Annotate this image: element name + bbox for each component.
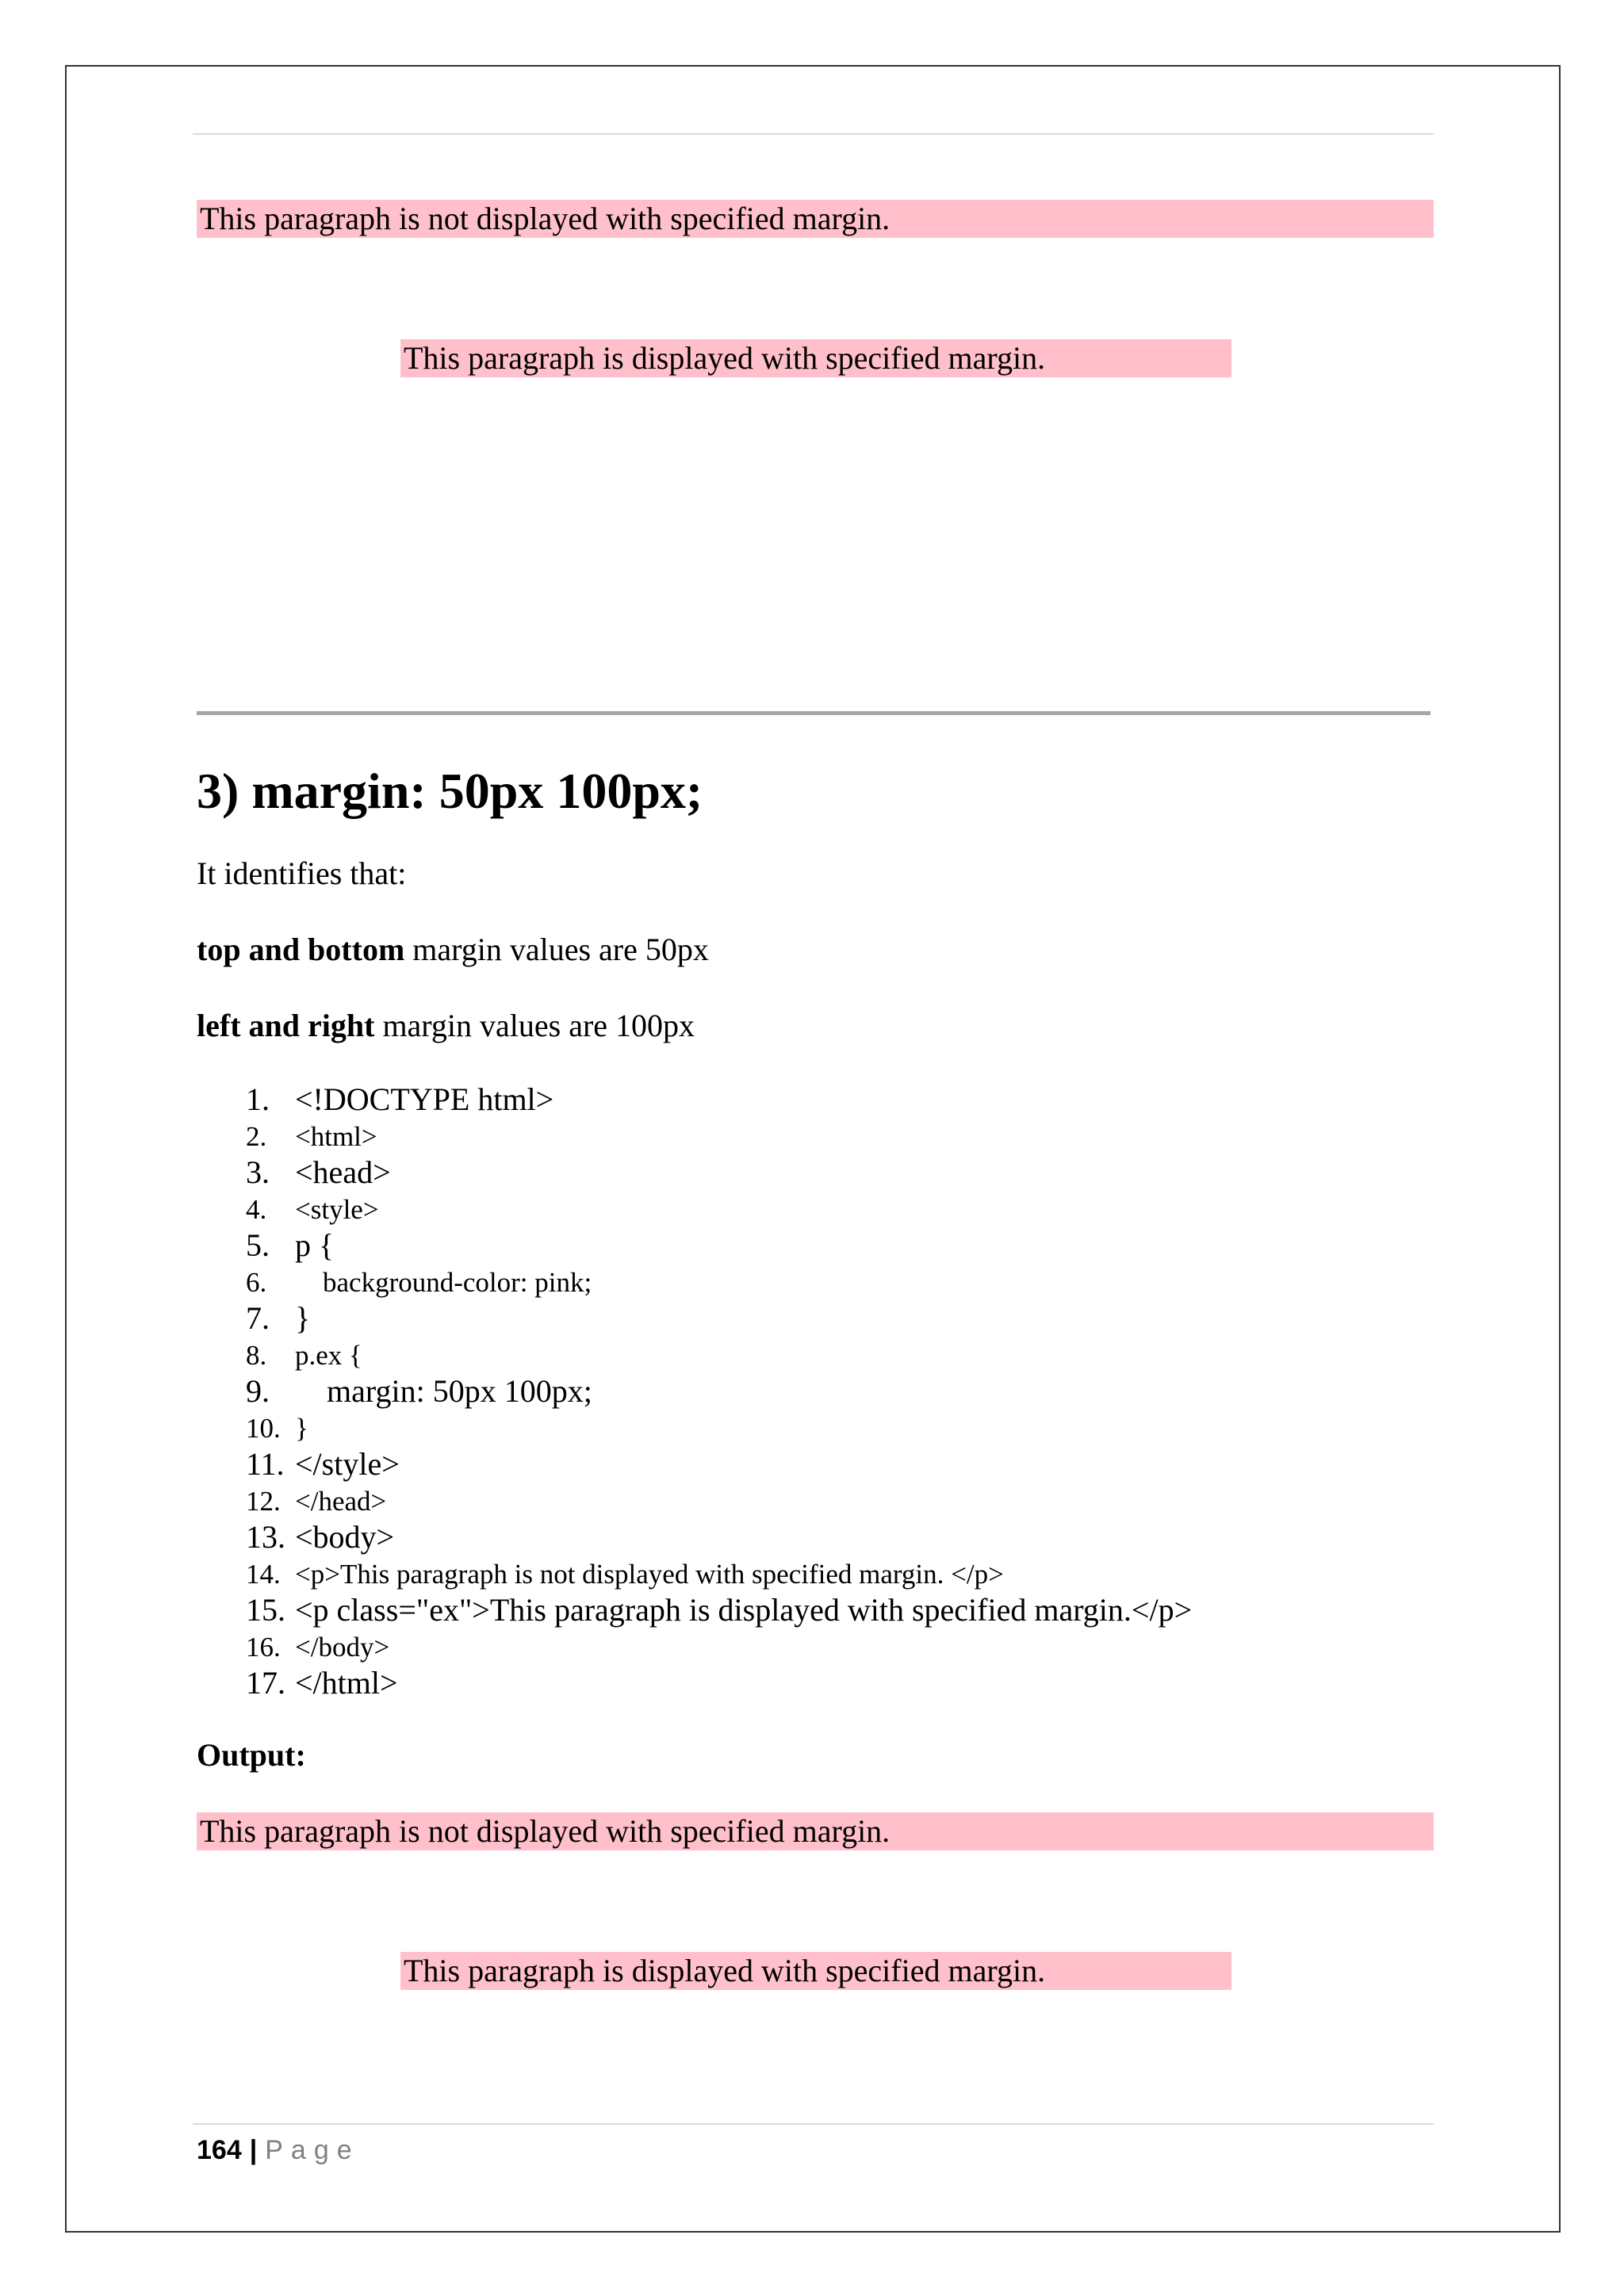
top-bottom-rest: margin values are 50px bbox=[404, 932, 709, 967]
output-paragraph-plain: This paragraph is not displayed with specified margin. bbox=[197, 1812, 1434, 1850]
code-line-text: p { bbox=[295, 1227, 335, 1263]
code-line-number: 17. bbox=[246, 1665, 285, 1701]
code-line-number: 14. bbox=[246, 1559, 281, 1590]
code-line-text: <p>This paragraph is not displayed with specified margin. </p> bbox=[295, 1559, 1004, 1590]
left-right-rest: margin values are 100px bbox=[374, 1008, 695, 1043]
left-right-line bbox=[197, 1007, 695, 1045]
code-line bbox=[246, 1592, 1192, 1628]
code-line-text: </html> bbox=[295, 1665, 398, 1701]
section-divider bbox=[197, 711, 1431, 715]
code-line bbox=[246, 1227, 334, 1264]
code-line-text: <p class="ex">This paragraph is displayed with specified margin.</p> bbox=[295, 1592, 1193, 1628]
code-line-number: 1. bbox=[246, 1081, 270, 1117]
code-line-text: <html> bbox=[295, 1121, 377, 1152]
code-line-text: } bbox=[295, 1300, 311, 1336]
code-line-text: <style> bbox=[295, 1194, 379, 1225]
code-line bbox=[246, 1446, 400, 1483]
code-line bbox=[246, 1300, 310, 1337]
footer-separator: | bbox=[249, 2135, 258, 2165]
intro-text: It identifies that: bbox=[197, 855, 407, 891]
code-line-number: 10. bbox=[246, 1413, 281, 1444]
code-line-number: 2. bbox=[246, 1121, 267, 1152]
page-number: 164 bbox=[197, 2135, 242, 2165]
code-line-number: 6. bbox=[246, 1267, 267, 1298]
code-line bbox=[246, 1519, 394, 1556]
code-line bbox=[246, 1629, 389, 1666]
code-line-text: </style> bbox=[295, 1446, 400, 1482]
footer-rule bbox=[193, 2123, 1434, 2125]
section-heading: 3) margin: 50px 100px; bbox=[197, 763, 703, 819]
code-line bbox=[246, 1410, 308, 1447]
code-line bbox=[246, 1265, 592, 1301]
output-paragraph-margin: This paragraph is displayed with specified margin. bbox=[400, 339, 1231, 377]
code-line-number: 8. bbox=[246, 1340, 267, 1371]
top-bottom-bold: top and bottom bbox=[197, 932, 405, 967]
code-line bbox=[246, 1373, 592, 1410]
code-line bbox=[246, 1483, 386, 1520]
code-line bbox=[246, 1192, 379, 1228]
code-line-number: 11. bbox=[246, 1446, 285, 1482]
code-line-number: 9. bbox=[246, 1373, 270, 1409]
code-line-number: 4. bbox=[246, 1194, 267, 1225]
left-right-bold: left and right bbox=[197, 1008, 375, 1043]
code-line-text: <body> bbox=[295, 1519, 395, 1555]
output-paragraph-margin: This paragraph is displayed with specified margin. bbox=[400, 1952, 1231, 1990]
output-label: Output: bbox=[197, 1737, 306, 1773]
code-line bbox=[246, 1119, 377, 1155]
code-line-number: 16. bbox=[246, 1632, 281, 1663]
code-line-text: <!DOCTYPE html> bbox=[295, 1081, 554, 1117]
code-line-text: </head> bbox=[295, 1486, 387, 1517]
code-line-text: p.ex { bbox=[295, 1340, 362, 1371]
output-paragraph-plain: This paragraph is not displayed with specified margin. bbox=[197, 200, 1434, 238]
code-line bbox=[246, 1665, 398, 1701]
code-line-text: <head> bbox=[295, 1154, 391, 1190]
code-line-number: 15. bbox=[246, 1592, 285, 1628]
code-line-text: } bbox=[295, 1413, 308, 1444]
code-line bbox=[246, 1154, 391, 1191]
code-line bbox=[246, 1337, 362, 1374]
code-line bbox=[246, 1081, 553, 1118]
code-line bbox=[246, 1556, 1004, 1593]
header-rule bbox=[193, 133, 1434, 135]
code-line-text: </body> bbox=[295, 1632, 390, 1663]
page-footer bbox=[197, 2133, 360, 2168]
code-line-text: background-color: pink; bbox=[295, 1267, 592, 1298]
code-line-number: 7. bbox=[246, 1300, 270, 1336]
code-line-number: 3. bbox=[246, 1154, 270, 1190]
code-line-number: 5. bbox=[246, 1227, 270, 1263]
page-word: Page bbox=[265, 2135, 360, 2165]
top-bottom-line bbox=[197, 931, 709, 969]
code-line-number: 12. bbox=[246, 1486, 281, 1517]
code-line-number: 13. bbox=[246, 1519, 285, 1555]
code-line-text: margin: 50px 100px; bbox=[295, 1373, 592, 1409]
